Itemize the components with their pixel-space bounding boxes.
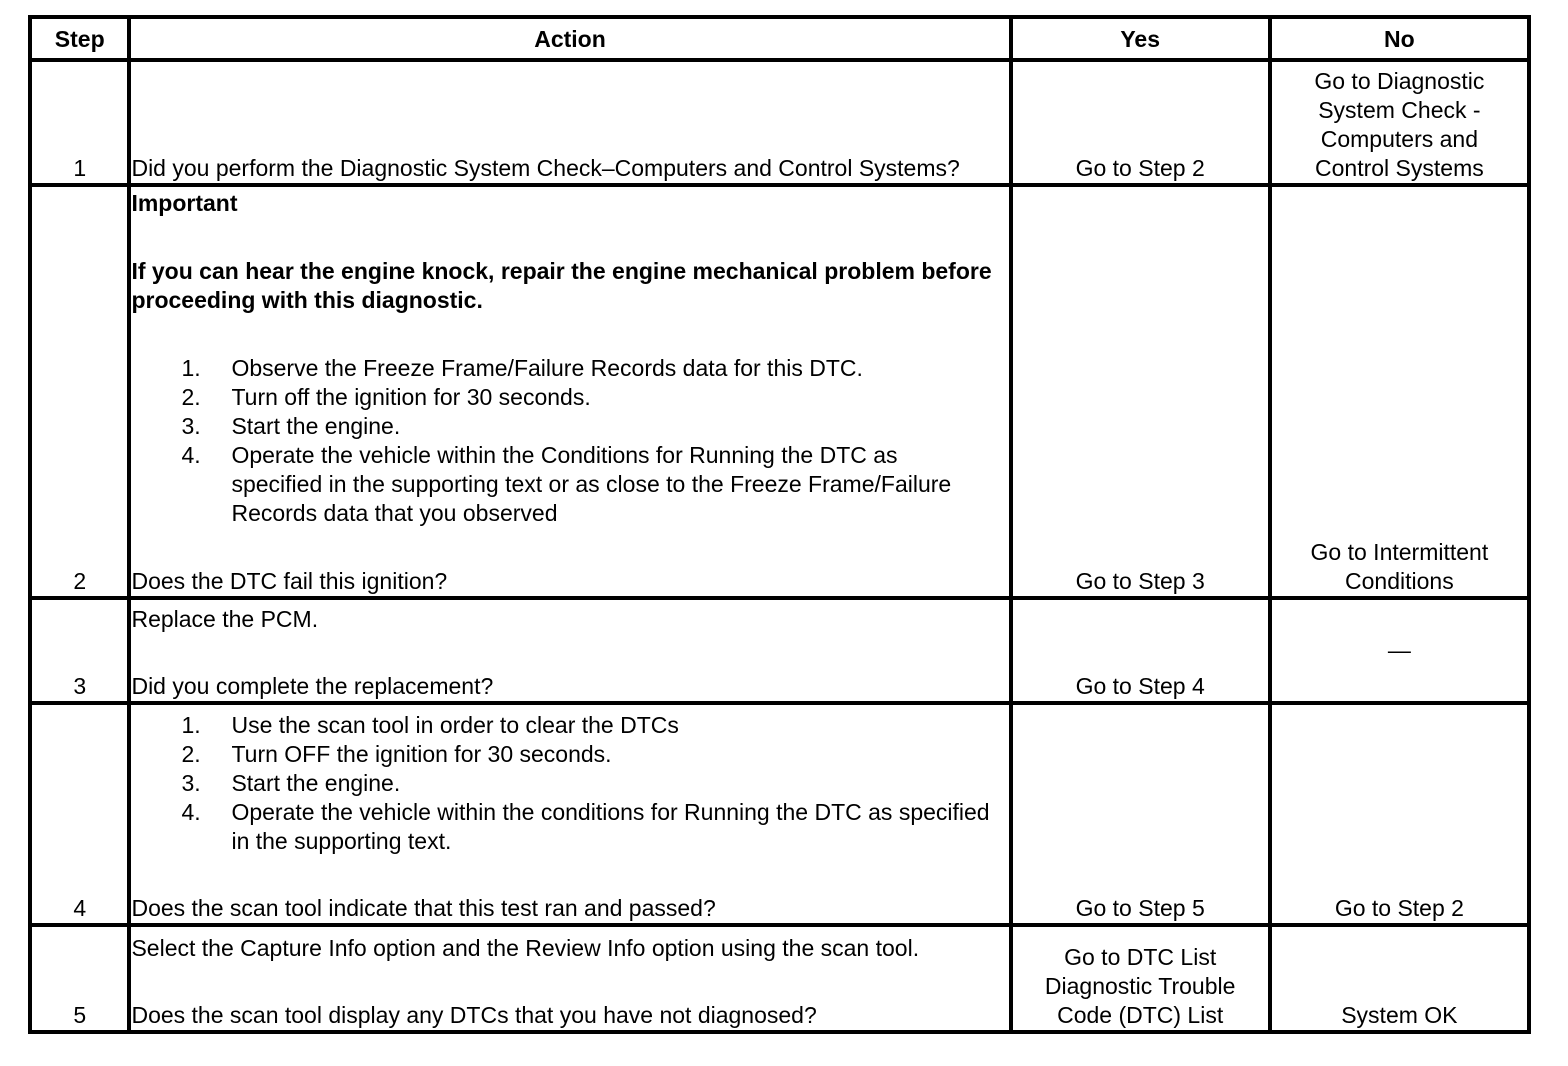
yes-text: Go to DTC List Diagnostic Trouble Code (DTC) List [1044, 944, 1236, 1028]
list-number: 3. [181, 770, 201, 796]
no-cell [1270, 185, 1529, 598]
list-item [131, 383, 1008, 412]
list-item [131, 441, 1008, 528]
list-number: 2. [181, 741, 201, 767]
step-number: 1 [30, 60, 129, 185]
no-cell [1270, 60, 1529, 185]
action-cell [129, 925, 1010, 1032]
list-item [131, 711, 1008, 740]
action-text: Select the Capture Info option and the Review Info option using the scan tool. [131, 935, 920, 961]
step-number: 4 [30, 703, 129, 925]
diagnostic-table [28, 15, 1531, 1034]
procedure-list [131, 354, 1008, 528]
list-number: 1. [181, 712, 201, 738]
list-text: Start the engine. [231, 770, 401, 796]
list-item [131, 769, 1008, 798]
question-text: Does the scan tool display any DTCs that you have not diagnosed? [131, 1002, 817, 1028]
yes-cell: Go to Step 4 [1011, 598, 1270, 703]
action-cell [129, 60, 1010, 185]
question-text: Did you complete the replacement? [131, 673, 494, 699]
list-item [131, 740, 1008, 769]
action-cell [129, 185, 1010, 598]
list-text: Turn OFF the ignition for 30 seconds. [231, 741, 612, 767]
yes-cell [1011, 925, 1270, 1032]
yes-cell: Go to Step 2 [1011, 60, 1270, 185]
list-number: 2. [181, 384, 201, 410]
header-row [30, 17, 1529, 60]
no-text: Go to Intermittent Conditions [1310, 539, 1489, 594]
table-row [30, 60, 1529, 185]
table-row [30, 925, 1529, 1032]
list-number: 4. [181, 799, 201, 825]
action-cell [129, 598, 1010, 703]
header-action: Action [129, 17, 1010, 60]
no-cell: Go to Step 2 [1270, 703, 1529, 925]
important-title: Important [131, 190, 238, 216]
action-text: Did you perform the Diagnostic System Check–Computers and Control Systems? [131, 155, 960, 181]
procedure-list [131, 711, 1008, 856]
header-step: Step [30, 17, 129, 60]
list-text: Operate the vehicle within the Conditions for Running the DTC as specified in the supporting text or as close to the Freeze Frame/Failure Records data that you observed [231, 442, 952, 526]
yes-cell: Go to Step 5 [1011, 703, 1270, 925]
list-text: Observe the Freeze Frame/Failure Records data for this DTC. [231, 355, 863, 381]
list-number: 4. [181, 442, 201, 468]
yes-cell: Go to Step 3 [1011, 185, 1270, 598]
no-cell: — [1270, 598, 1529, 703]
table-row [30, 598, 1529, 703]
header-yes: Yes [1011, 17, 1270, 60]
no-text: Go to Diagnostic System Check - Computers and Control Systems [1314, 68, 1485, 181]
list-text: Operate the vehicle within the conditions for Running the DTC as specified in the supporting text. [231, 799, 990, 854]
list-item [131, 412, 1008, 441]
table-row [30, 703, 1529, 925]
important-text: If you can hear the engine knock, repair the engine mechanical problem before proceeding with this diagnostic. [131, 258, 992, 313]
list-text: Turn off the ignition for 30 seconds. [231, 384, 591, 410]
list-number: 1. [181, 355, 201, 381]
list-text: Use the scan tool in order to clear the DTCs [231, 712, 679, 738]
list-item [131, 798, 1008, 856]
step-number: 5 [30, 925, 129, 1032]
list-number: 3. [181, 413, 201, 439]
list-item [131, 354, 1008, 383]
step-number: 2 [30, 185, 129, 598]
no-cell: System OK [1270, 925, 1529, 1032]
action-text: Replace the PCM. [131, 606, 319, 632]
list-text: Start the engine. [231, 413, 401, 439]
header-no: No [1270, 17, 1529, 60]
question-text: Does the DTC fail this ignition? [131, 568, 448, 594]
step-number: 3 [30, 598, 129, 703]
action-cell [129, 703, 1010, 925]
table-row [30, 185, 1529, 598]
question-text: Does the scan tool indicate that this test ran and passed? [131, 895, 716, 921]
